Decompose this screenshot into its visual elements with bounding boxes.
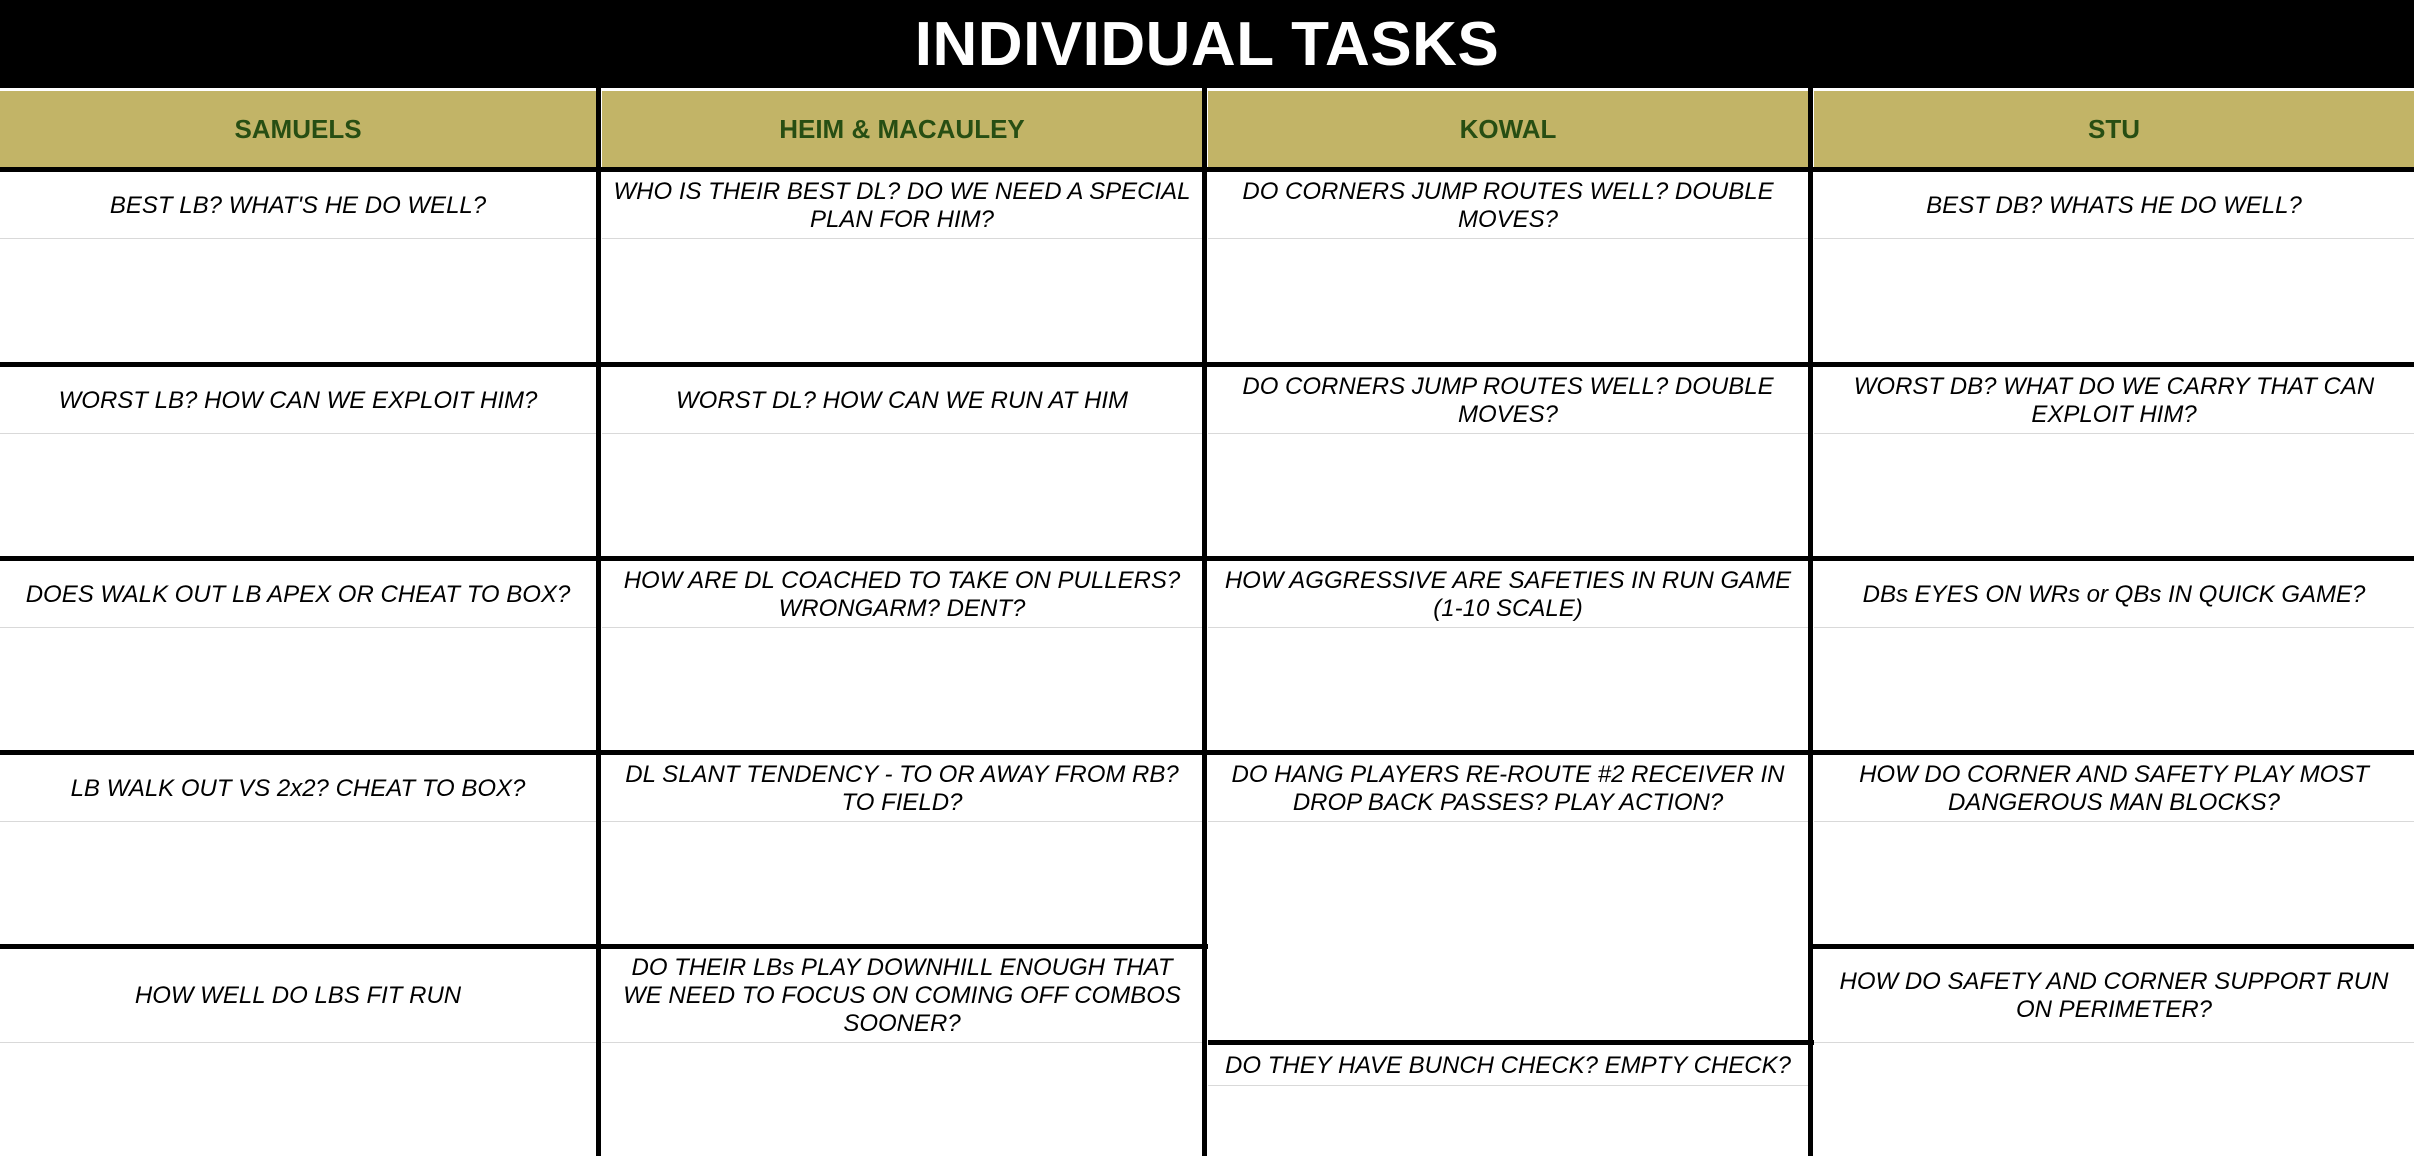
question-cell[interactable]: WHO IS THEIR BEST DL? DO WE NEED A SPECIAL PLAN FOR HIM? [602,173,1202,239]
column-header-heim-macauley[interactable]: HEIM & MACAULEY [602,91,1202,167]
question-cell[interactable]: BEST DB? WHATS HE DO WELL? [1814,173,2414,239]
grid-border [0,167,2414,172]
grid-border [1202,88,1207,1156]
question-cell[interactable]: HOW DO SAFETY AND CORNER SUPPORT RUN ON PERIMETER? [1814,950,2414,1043]
grid-border [0,750,2414,755]
grid-border [1808,88,1813,1156]
question-cell[interactable]: DO THEY HAVE BUNCH CHECK? EMPTY CHECK? [1208,1046,1808,1086]
grid-border [1208,1040,1814,1045]
question-cell[interactable]: HOW WELL DO LBS FIT RUN [0,950,596,1043]
question-cell[interactable]: DO CORNERS JUMP ROUTES WELL? DOUBLE MOVES? [1208,173,1808,239]
grid-border [0,944,1208,949]
question-cell[interactable]: DO HANG PLAYERS RE-ROUTE #2 RECEIVER IN DROP BACK PASSES? PLAY ACTION? [1208,756,1808,822]
question-cell[interactable]: BEST LB? WHAT'S HE DO WELL? [0,173,596,239]
column-header-samuels[interactable]: SAMUELS [0,91,596,167]
grid-border [596,88,601,1156]
question-cell[interactable]: DOES WALK OUT LB APEX OR CHEAT TO BOX? [0,562,596,628]
column-header-kowal[interactable]: KOWAL [1208,91,1808,167]
question-cell[interactable]: WORST DL? HOW CAN WE RUN AT HIM [602,368,1202,434]
sheet-title: INDIVIDUAL TASKS [0,0,2414,88]
question-cell[interactable]: HOW DO CORNER AND SAFETY PLAY MOST DANGEROUS MAN BLOCKS? [1814,756,2414,822]
grid-border [0,556,2414,561]
question-cell[interactable]: DO THEIR LBs PLAY DOWNHILL ENOUGH THAT WE NEED TO FOCUS ON COMING OFF COMBOS SOONER? [602,950,1202,1043]
grid-border [0,362,2414,367]
question-cell[interactable]: HOW ARE DL COACHED TO TAKE ON PULLERS? WRONGARM? DENT? [602,562,1202,628]
question-cell[interactable]: WORST DB? WHAT DO WE CARRY THAT CAN EXPLOIT HIM? [1814,368,2414,434]
question-cell[interactable]: DL SLANT TENDENCY - TO OR AWAY FROM RB? TO FIELD? [602,756,1202,822]
question-cell[interactable]: DO CORNERS JUMP ROUTES WELL? DOUBLE MOVES? [1208,368,1808,434]
grid-border [1811,944,2414,949]
question-cell[interactable]: LB WALK OUT VS 2x2? CHEAT TO BOX? [0,756,596,822]
question-cell[interactable]: HOW AGGRESSIVE ARE SAFETIES IN RUN GAME (1-10 SCALE) [1208,562,1808,628]
question-cell[interactable]: DBs EYES ON WRs or QBs IN QUICK GAME? [1814,562,2414,628]
question-cell[interactable]: WORST LB? HOW CAN WE EXPLOIT HIM? [0,368,596,434]
column-header-stu[interactable]: STU [1814,91,2414,167]
